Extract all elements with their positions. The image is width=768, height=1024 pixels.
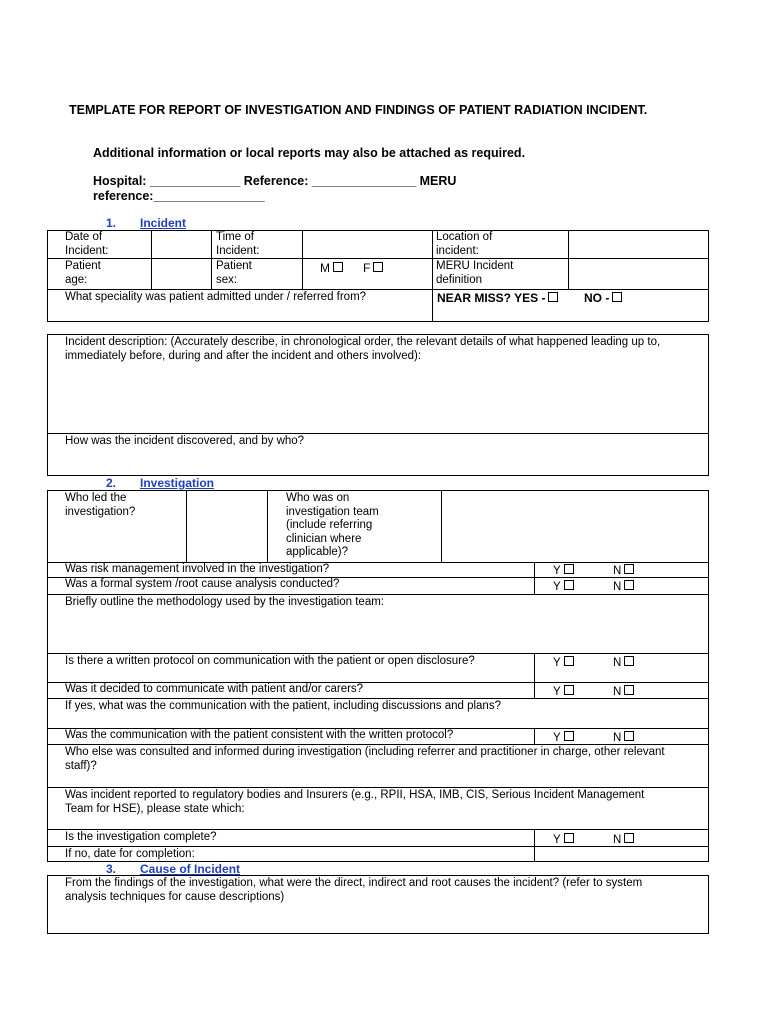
meru-incident-definition-label: MERU Incident definition [436,260,514,286]
consulted-prompt: Who else was consulted and informed during investigation (including referrer and practitioner in charge, other relevant staff)? [65,746,665,772]
complete-yes-option[interactable] [553,833,574,847]
investigation-complete-question: Is the investigation complete? [65,831,217,843]
communication-details-prompt: If yes, what was the communication with the patient, including discussions and plans? [65,700,501,712]
checkbox-icon[interactable] [564,656,574,666]
yes-label: Y [553,834,561,846]
attachment-note: Additional information or local reports may also be attached as required. [93,146,526,160]
risk-no-option[interactable] [613,564,634,578]
complete-no-option[interactable] [613,833,634,847]
completion-date-label: If no, date for completion: [65,848,195,860]
location-of-incident-label: Location of incident: [436,231,493,257]
checkbox-icon[interactable] [564,731,574,741]
section-label: Investigation [140,476,215,490]
methodology-prompt: Briefly outline the methodology used by the investigation team: [65,596,384,608]
hospital-reference-line: Hospital: _____________ Reference: _______________ MERU reference:________________ [93,174,457,203]
checkbox-icon[interactable] [564,833,574,843]
written-protocol-question: Is there a written protocol on communication with the patient or open disclosure? [65,655,475,667]
yes-label: Y [553,565,561,577]
yes-label: Y [553,686,561,698]
no-label: N [613,834,622,846]
yes-label: Y [553,657,561,669]
checkbox-icon[interactable] [624,656,634,666]
communicate-question: Was it decided to communicate with patient and/or carers? [65,683,364,695]
consistent-no-option[interactable] [613,731,634,745]
yes-label: Y [553,732,561,744]
checkbox-icon[interactable] [624,833,634,843]
checkbox-icon[interactable] [564,685,574,695]
no-label: N [613,657,622,669]
patient-age-label: Patient age: [65,260,101,286]
near-miss-label: NEAR MISS? YES - [437,291,546,305]
communicate-yes-option[interactable] [553,685,574,699]
sex-male-option[interactable] [320,262,343,276]
section-number: 1. [106,216,117,230]
reported-regulatory-prompt: Was incident reported to regulatory bodies and Insurers (e.g., RPII, HSA, IMB, CIS, Serious Incident Management Team for HSE), please state which: [65,789,645,815]
communicate-no-option[interactable] [613,685,634,699]
risk-yes-option[interactable] [553,564,574,578]
sex-female-option[interactable] [363,262,383,276]
checkbox-icon[interactable] [564,580,574,590]
rootcause-no-option[interactable] [613,580,634,594]
yes-label: Y [553,581,561,593]
consistent-yes-option[interactable] [553,731,574,745]
risk-management-question: Was risk management involved in the investigation? [65,563,330,575]
no-label: N [613,581,622,593]
near-miss-no-label: NO - [584,291,610,305]
checkbox-icon[interactable] [373,262,383,272]
section-number: 3. [106,862,117,876]
no-label: N [613,565,622,577]
checkbox-icon[interactable] [624,580,634,590]
checkbox-icon[interactable] [624,731,634,741]
checkbox-icon[interactable] [564,564,574,574]
sex-f-label: F [363,261,371,275]
root-cause-question: Was a formal system /root cause analysis conducted? [65,578,340,590]
incident-table [47,230,709,322]
checkbox-icon[interactable] [333,262,343,272]
section-label: Incident [140,216,187,230]
section-number: 2. [106,476,117,490]
led-investigation-label: Who led the investigation? [65,492,136,518]
discovery-prompt: How was the incident discovered, and by who? [65,435,305,447]
consistent-protocol-question: Was the communication with the patient consistent with the written protocol? [65,729,454,741]
checkbox-icon[interactable] [548,292,558,302]
investigation-team-label: Who was on investigation team (include referring clinician where applicable)? [286,492,379,558]
checkbox-icon[interactable] [624,685,634,695]
patient-sex-label: Patient sex: [216,260,252,286]
near-miss-no-option[interactable] [584,292,622,306]
document-title: TEMPLATE FOR REPORT OF INVESTIGATION AND FINDINGS OF PATIENT RADIATION INCIDENT. [69,103,648,117]
no-label: N [613,732,622,744]
near-miss-yes-option[interactable] [437,292,558,306]
cause-prompt: From the findings of the investigation, what were the direct, indirect and root causes the incident? (refer to system analysis techniques for cause descriptions) [65,877,643,903]
checkbox-icon[interactable] [624,564,634,574]
sex-m-label: M [320,261,330,275]
no-label: N [613,686,622,698]
protocol-yes-option[interactable] [553,656,574,670]
rootcause-yes-option[interactable] [553,580,574,594]
checkbox-icon[interactable] [612,292,622,302]
time-of-incident-label: Time of Incident: [216,231,260,257]
incident-description-prompt: Incident description: (Accurately describe, in chronological order, the relevant details of what happened leading up to, immediately before, during and after the incident and others involved): [65,336,661,362]
section-label: Cause of Incident [140,862,241,876]
protocol-no-option[interactable] [613,656,634,670]
speciality-label: What speciality was patient admitted under / referred from? [65,291,367,303]
date-of-incident-label: Date of Incident: [65,231,109,257]
